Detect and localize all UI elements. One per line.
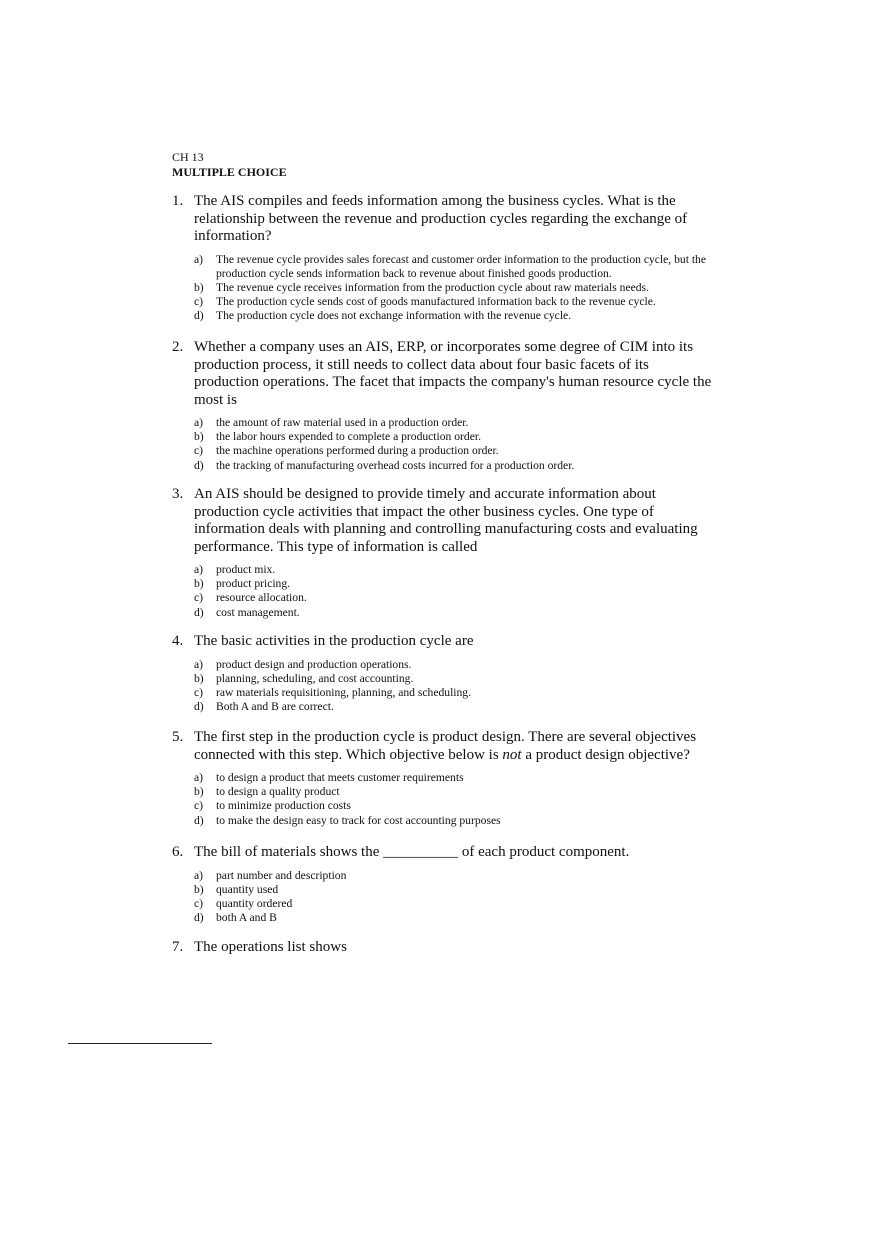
option-b: b) The revenue cycle receives information from the production cycle about raw materials needs. [194, 280, 649, 294]
option-a: a) The revenue cycle provides sales forecast and customer order information to the production cycle, but the production cycle sends information back to revenue about finished goods production. [194, 252, 706, 280]
option-c: c) raw materials requisitioning, planning, and scheduling. [194, 685, 472, 699]
option-c: c) the machine operations performed during a production order. [194, 444, 499, 458]
option-list [194, 771, 712, 828]
option-b: b) to design a quality product [194, 785, 340, 799]
option-c: c) to minimize production costs [194, 799, 351, 813]
question-5 [172, 729, 712, 828]
question-stem: The AIS compiles and feeds information among the business cycles. What is the relationship between the revenue and production cycles regarding the exchange of information? [194, 193, 688, 244]
option-d: d) cost management. [194, 605, 300, 619]
question-number: 4. [172, 633, 184, 649]
question-number: 5. [172, 729, 184, 745]
option-a: a) part number and description [194, 868, 347, 882]
chapter-label: CH 13 [172, 150, 204, 164]
question-3 [172, 486, 712, 620]
question-4 [172, 633, 712, 714]
option-c: c) quantity ordered [194, 896, 293, 910]
option-d: d) the tracking of manufacturing overhead costs incurred for a production order. [194, 458, 575, 472]
option-list [194, 416, 712, 473]
option-list [194, 563, 712, 620]
option-b: b) the labor hours expended to complete a production order. [194, 430, 481, 444]
footnote-separator [68, 1043, 212, 1044]
section-title: MULTIPLE CHOICE [172, 165, 287, 179]
option-b: b) product pricing. [194, 577, 291, 591]
option-b: b) planning, scheduling, and cost accounting. [194, 671, 414, 685]
question-6 [172, 844, 712, 925]
question-stem: The bill of materials shows the __________ of each product component. [194, 844, 630, 860]
option-list [194, 869, 712, 926]
question-stem: The first step in the production cycle is product design. There are several objectives connected with this step. Which objective below is not a product design objective? [194, 729, 697, 763]
option-c: c) The production cycle sends cost of goods manufactured information back to the revenue cycle. [194, 295, 656, 309]
option-b: b) quantity used [194, 882, 279, 896]
question-7 [172, 939, 712, 957]
option-d: d) to make the design easy to track for cost accounting purposes [194, 813, 501, 827]
option-list [194, 658, 712, 715]
option-a: a) product design and production operations. [194, 657, 412, 671]
question-number: 2. [172, 339, 184, 355]
question-number: 6. [172, 844, 184, 860]
question-stem: The basic activities in the production cycle are [194, 633, 474, 649]
option-a: a) to design a product that meets customer requirements [194, 771, 464, 784]
question-number: 1. [172, 193, 184, 209]
emphasis-not: not [502, 746, 522, 763]
question-number: 7. [172, 939, 184, 955]
option-d: d) The production cycle does not exchange information with the revenue cycle. [194, 309, 572, 323]
question-number: 3. [172, 486, 184, 502]
option-a: a) product mix. [194, 563, 276, 576]
option-list [194, 253, 712, 324]
option-d: d) both A and B [194, 911, 277, 925]
option-c: c) resource allocation. [194, 591, 307, 605]
question-2 [172, 339, 712, 473]
option-d: d) Both A and B are correct. [194, 700, 334, 714]
option-a: a) the amount of raw material used in a production order. [194, 416, 469, 429]
question-stem: An AIS should be designed to provide timely and accurate information about production cycle activities that impact the other business cycles. One type of information deals with planning and controlling manufacturing costs and evaluating performance. This type of information is called [194, 486, 698, 555]
question-stem: Whether a company uses an AIS, ERP, or incorporates some degree of CIM into its production process, it still needs to collect data about four basic facets of its production operations. The facet that impacts the company's human resource cycle the most is [194, 339, 712, 408]
question-stem: The operations list shows [194, 939, 347, 955]
question-1 [172, 193, 712, 324]
